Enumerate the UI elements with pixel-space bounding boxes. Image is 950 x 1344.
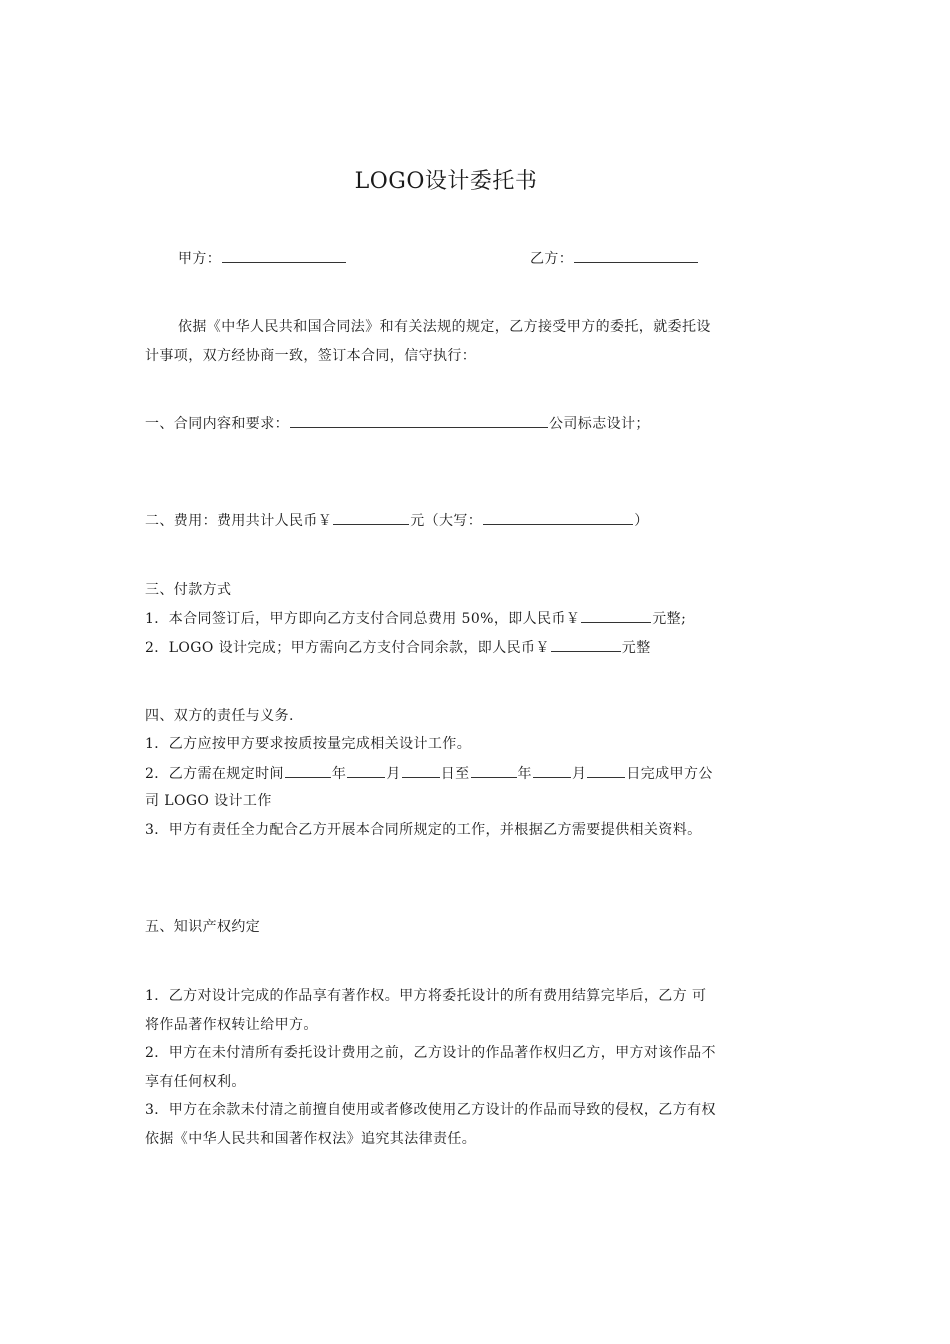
section-5-title: 五、知识产权约定 [145, 919, 261, 935]
section-5-item-2-line-1: 2．甲方在未付清所有委托设计费用之前，乙方设计的作品著作权归乙方，甲方对该作品不 [145, 1045, 716, 1061]
day-to-label: 日至 [440, 766, 470, 782]
intro-line-1: 依据《中华人民共和国合同法》和有关法规的规定，乙方接受甲方的委托，就委托设 [178, 319, 711, 335]
end-year-blank[interactable] [471, 763, 517, 778]
party-a-blank[interactable] [222, 248, 346, 263]
contract-content-blank[interactable] [290, 413, 548, 428]
section-1 [145, 413, 650, 434]
section-1-prefix: 一、合同内容和要求： [145, 416, 289, 432]
section-2-prefix: 二、费用：费用共计人民币￥ [145, 513, 333, 529]
section-4-item-1: 1．乙方应按甲方要求按质按量完成相关设计工作。 [145, 736, 472, 752]
fee-amount-blank[interactable] [333, 510, 409, 525]
section-5-item-3-line-1: 3．甲方在余款未付清之前擅自使用或者修改使用乙方设计的作品而导致的侵权，乙方有权 [145, 1102, 716, 1118]
document-title: LOGO设计委托书 [354, 169, 538, 194]
section-3-title: 三、付款方式 [145, 582, 232, 598]
section-4-title: 四、双方的责任与义务. [145, 708, 294, 724]
start-day-blank[interactable] [402, 763, 440, 778]
section-2-mid: 元（大写： [410, 513, 483, 529]
fee-words-blank[interactable] [483, 510, 633, 525]
section-5-item-1-line-1: 1．乙方对设计完成的作品享有著作权。甲方将委托设计的所有费用结算完毕后，乙方 可 [145, 988, 707, 1004]
section-5-item-2-line-2: 享有任何权利。 [145, 1074, 246, 1090]
month-label: 月 [386, 766, 401, 782]
section-3-item-2-suffix: 元整 [621, 640, 651, 656]
section-4-item-3: 3．甲方有责任全力配合乙方开展本合同所规定的工作，并根据乙方需要提供相关资料。 [145, 822, 702, 838]
section-4-item-2 [145, 763, 713, 784]
section-4-item-2-text: 2．乙方需在规定时间 [145, 766, 284, 782]
month-label-2: 月 [571, 766, 587, 782]
end-day-blank[interactable] [587, 763, 625, 778]
section-5-item-1-line-2: 将作品著作权转让给甲方。 [145, 1017, 318, 1033]
first-payment-blank[interactable] [581, 608, 651, 623]
party-b-blank[interactable] [574, 248, 698, 263]
section-3-item-1-text: 1．本合同签订后，甲方即向乙方支付合同总费用 50%，即人民币￥ [145, 611, 581, 627]
section-2-suffix: ） [634, 513, 649, 529]
party-b-label: 乙方： [530, 251, 574, 267]
section-3-item-1-suffix: 元整; [652, 611, 687, 627]
section-1-suffix: 公司标志设计； [549, 416, 650, 432]
party-a-label: 甲方： [178, 251, 222, 267]
year-label-2: 年 [517, 766, 532, 782]
section-2 [145, 510, 649, 531]
start-year-blank[interactable] [285, 763, 331, 778]
section-3-item-1 [145, 608, 686, 629]
intro-line-2: 计事项，双方经协商一致，签订本合同，信守执行： [145, 348, 477, 364]
year-label: 年 [331, 766, 347, 782]
day-end-label: 日完成甲方公 [626, 766, 713, 782]
party-a-line [178, 248, 347, 269]
section-5-item-3-line-2: 依据《中华人民共和国著作权法》追究其法律责任。 [145, 1131, 477, 1147]
start-month-blank[interactable] [347, 763, 385, 778]
section-4-item-2-cont: 司 LOGO 设计工作 [145, 793, 272, 809]
section-3-item-2 [145, 637, 651, 658]
section-3-item-2-text: 2．LOGO 设计完成；甲方需向乙方支付合同余款，即人民币￥ [145, 640, 550, 656]
party-b-line [530, 248, 699, 269]
end-month-blank[interactable] [533, 763, 571, 778]
balance-payment-blank[interactable] [551, 637, 621, 652]
